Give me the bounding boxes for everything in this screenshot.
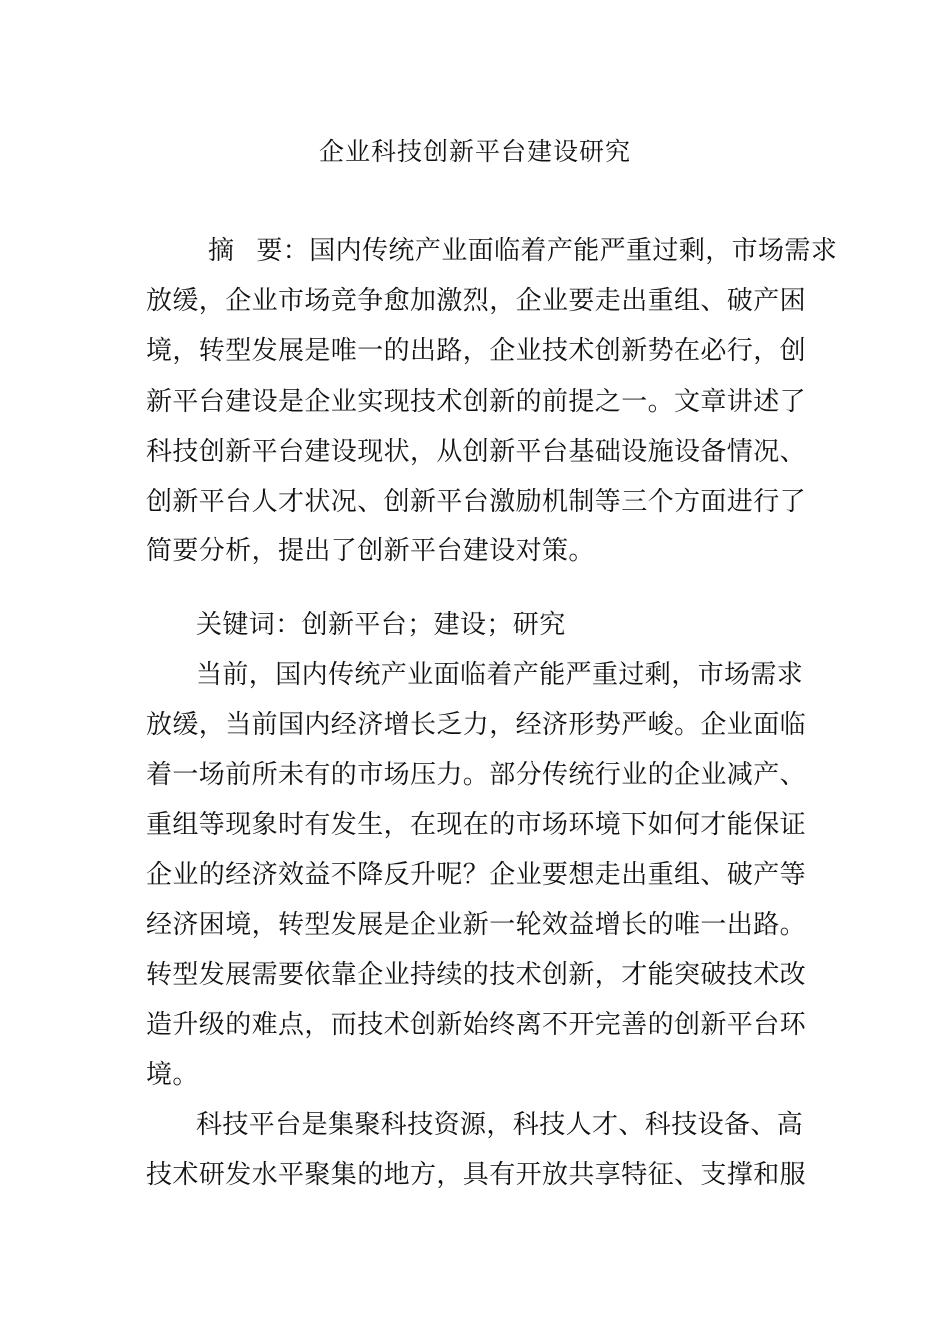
abstract-label-b: 要：	[256, 236, 310, 266]
paragraph1-line-7: 转型发展需要依靠企业持续的技术创新，才能突破技术改	[146, 960, 807, 990]
paragraph1-line-9: 境。	[146, 1060, 199, 1090]
abstract-text-1: 国内传统产业面临着产能严重过剩，市场需求	[309, 236, 838, 266]
document-title: 企业科技创新平台建设研究	[318, 137, 631, 166]
paragraph1-line-8: 造升级的难点，而技术创新始终离不开完善的创新平台环	[146, 1010, 807, 1040]
keywords-line: 关键词：创新平台；建设；研究	[196, 610, 566, 640]
paragraph1-line-2: 放缓，当前国内经济增长乏力，经济形势严峻。企业面临	[146, 710, 807, 740]
paragraph1-line-3: 着一场前所未有的市场压力。部分传统行业的企业减产、	[146, 760, 807, 790]
abstract-label-a: 摘	[208, 236, 235, 266]
paragraph2-line-2: 技术研发水平聚集的地方，具有开放共享特征、支撑和服	[146, 1160, 807, 1190]
abstract-line-4: 新平台建设是企业实现技术创新的前提之一。文章讲述了	[146, 387, 807, 417]
paragraph2-line-1: 科技平台是集聚科技资源，科技人才、科技设备、高	[196, 1110, 804, 1140]
abstract-line-3: 境，转型发展是唯一的出路，企业技术创新势在必行，创	[146, 336, 807, 366]
paragraph1-line-6: 经济困境，转型发展是企业新一轮效益增长的唯一出路。	[146, 910, 807, 940]
abstract-line-1	[208, 233, 837, 269]
paragraph1-line-4: 重组等现象时有发生，在现在的市场环境下如何才能保证	[146, 810, 807, 840]
abstract-line-5: 科技创新平台建设现状，从创新平台基础设施设备情况、	[146, 437, 807, 467]
paragraph1-line-1: 当前，国内传统产业面临着产能严重过剩，市场需求	[196, 660, 804, 690]
abstract-line-6: 创新平台人才状况、创新平台激励机制等三个方面进行了	[146, 487, 807, 517]
abstract-line-7: 简要分析，提出了创新平台建设对策。	[146, 536, 595, 566]
paragraph1-line-5: 企业的经济效益不降反升呢？企业要想走出重组、破产等	[146, 860, 807, 890]
abstract-line-2: 放缓，企业市场竞争愈加激烈，企业要走出重组、破产困	[146, 286, 807, 316]
